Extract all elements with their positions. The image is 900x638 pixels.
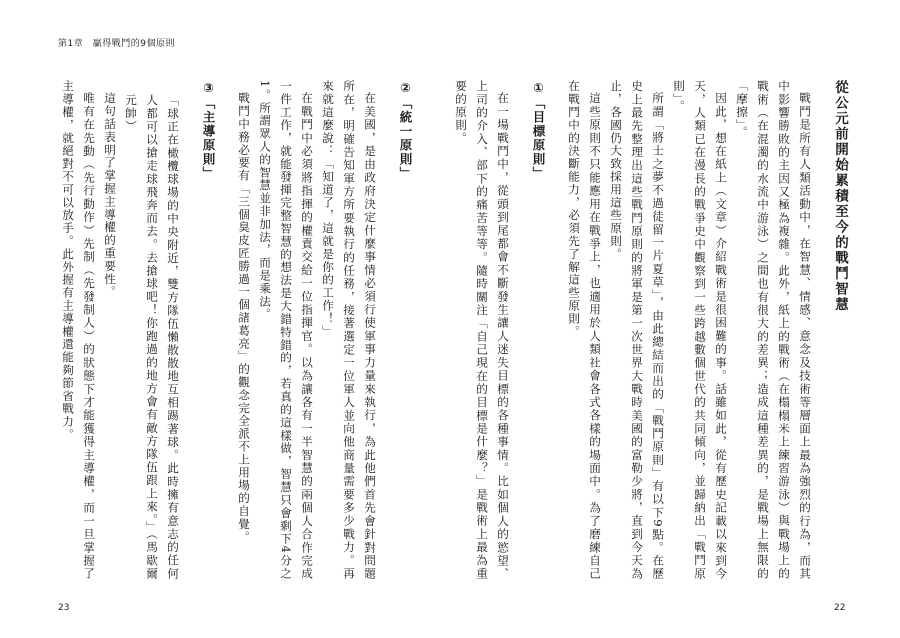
- paragraph: 戰鬥中務必要有「三個臭皮匠勝過一個諸葛亮」的觀念完全派不上用場的自覺。: [237, 91, 251, 544]
- paragraph: 在戰鬥中必須將指揮的權責交給一位指揮官。以為讓各有一半智慧的兩個人合作完成一件工作，就能發揮完整智慧的想法是大錯特錯的，若真的這樣做，智慧只會剩下4分之1。所謂眾人的智慧並非加法，而是乘法。: [258, 80, 314, 580]
- paragraph: 在一場戰鬥中，從頭到尾都會不斷發生讓人迷失目標的各種事情。比如個人的慾望、上司的介入、部下的痛苦等等。隨時關注「自己現在的目標是什麼？」是戰術上最為重要的原則。: [454, 80, 510, 580]
- page-number-left: 23: [58, 603, 70, 613]
- page-title: 從公元前開始累積至今的戰鬥智慧: [832, 80, 848, 313]
- paragraph: 這些原則不只能應用在戰爭上，也適用於人類社會各式各樣的場面中。為了磨練自己在戰鬥中的決斷能力，必須先了解這些原則。: [567, 80, 602, 580]
- paragraph: 在美國，是由政府決定什麼事情必須行使軍事力量來執行，為此他們首先會針對問題所在，明確告知軍方所要執行的任務，接著選定一位軍人並向他商量需要多少戰力。再來就這麼說：「知道了，這就是你的工作！」: [321, 80, 377, 580]
- left-page-text: [52, 80, 430, 580]
- paragraph: 唯有在先動（先行動作）先制（先發制人）的狀態下才能獲得主導權，而一旦掌握了主導權，就絕對不可以放手。此外握有主導權還能夠節省戰力。: [61, 80, 96, 580]
- section-heading-initiative: ③「主導原則」: [201, 80, 216, 181]
- paragraph: 所謂「將士之夢不過徒留一片夏草」，由此總結而出的「戰鬥原則」有以下9點。在歷史上最先整理出這些戰鬥原則的將軍是第一次世界大戰時美國的富勒少將，直到今天為止，各國仍大致採用這些原則。: [609, 80, 665, 580]
- section-heading-unity: ②「統一原則」: [398, 80, 413, 181]
- section-heading-objective: ①「目標原則」: [531, 80, 546, 181]
- quotation: 「球正在橄欖球場的中央附近，雙方隊伍懶散散地互相踢著球。此時擁有意志的任何人都可以搶走球飛奔而去。去搶球吧！你跑過的地方會有敵方隊伍跟上來。」（馬歇爾元帥）: [124, 93, 180, 580]
- running-head: 第1章 贏得戰鬥的9個原則: [58, 39, 175, 49]
- page-number-right: 22: [834, 603, 846, 613]
- paragraph: 戰鬥是所有人類活動中，在智慧、情感、意念及技術等層面上最為強烈的行為，而其中影響勝敗的主因又極為複雜。此外，紙上的戰術（在榻榻米上練習游泳）與戰場上的戰術（在混濁的水流中游泳）之間也有很大的差異；造成這種差異的，是戰場上無限的「摩擦」。: [735, 80, 812, 580]
- left-page: [52, 80, 430, 580]
- paragraph: 因此，想在紙上（文章）介紹戰術是很困難的事。話雖如此，從有歷史記載以來到今天，人類已在漫長的戰爭史中觀察到一些跨越數個世代的共同傾向，並歸納出「戰鬥原則」。: [672, 80, 728, 580]
- right-page-text: [454, 80, 851, 580]
- paragraph: 這句話表明了掌握主導權的重要性。: [103, 91, 117, 298]
- right-page: [454, 80, 851, 580]
